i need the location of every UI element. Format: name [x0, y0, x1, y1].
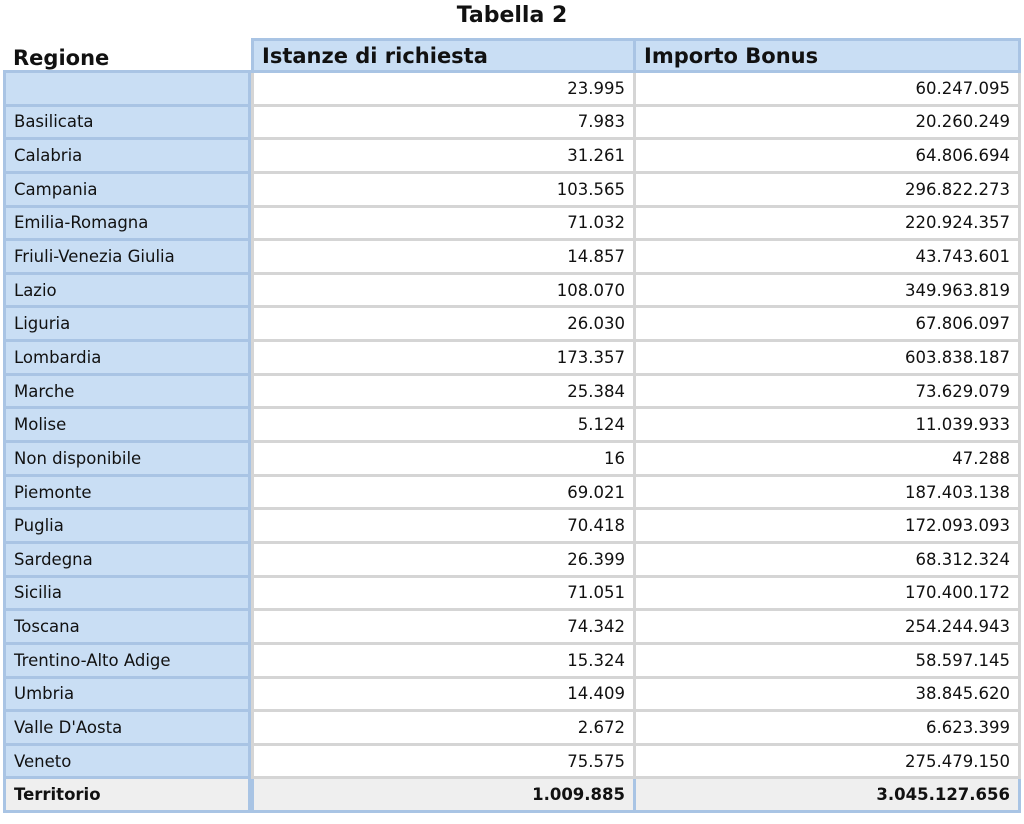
table-row	[3, 712, 1021, 746]
table-row	[3, 376, 1021, 410]
amount-cell: 20.260.249	[636, 107, 1021, 141]
table-row	[3, 477, 1021, 511]
requests-cell: 173.357	[251, 342, 636, 376]
requests-cell: 103.565	[251, 174, 636, 208]
requests-cell: 15.324	[251, 645, 636, 679]
amount-cell: 172.093.093	[636, 510, 1021, 544]
amount-cell: 275.479.150	[636, 746, 1021, 780]
data-table	[3, 38, 1021, 813]
table-row	[3, 73, 1021, 107]
region-cell: Lombardia	[3, 342, 251, 376]
region-cell: Campania	[3, 174, 251, 208]
amount-cell: 296.822.273	[636, 174, 1021, 208]
amount-cell: 349.963.819	[636, 275, 1021, 309]
table-row	[3, 611, 1021, 645]
table-row	[3, 679, 1021, 713]
requests-cell: 69.021	[251, 477, 636, 511]
region-cell: Emilia-Romagna	[3, 208, 251, 242]
requests-cell: 2.672	[251, 712, 636, 746]
total-label: Territorio	[3, 779, 251, 813]
region-cell: Liguria	[3, 308, 251, 342]
amount-cell: 254.244.943	[636, 611, 1021, 645]
region-cell	[3, 73, 251, 107]
header-amount: Importo Bonus	[636, 38, 1021, 73]
amount-cell: 220.924.357	[636, 208, 1021, 242]
amount-cell: 43.743.601	[636, 241, 1021, 275]
table-title: Tabella 2	[456, 3, 568, 28]
amount-cell: 11.039.933	[636, 409, 1021, 443]
requests-cell: 31.261	[251, 140, 636, 174]
amount-cell: 68.312.324	[636, 544, 1021, 578]
region-cell: Friuli-Venezia Giulia	[3, 241, 251, 275]
total-requests: 1.009.885	[251, 779, 636, 813]
table-row	[3, 174, 1021, 208]
header-requests: Istanze di richiesta	[251, 38, 636, 73]
table-row	[3, 275, 1021, 309]
requests-cell: 26.399	[251, 544, 636, 578]
requests-cell: 25.384	[251, 376, 636, 410]
table-row	[3, 107, 1021, 141]
requests-cell: 108.070	[251, 275, 636, 309]
region-cell: Calabria	[3, 140, 251, 174]
total-row	[3, 779, 1021, 813]
header-region: Regione	[3, 38, 251, 73]
requests-cell: 70.418	[251, 510, 636, 544]
amount-cell: 47.288	[636, 443, 1021, 477]
table-row	[3, 443, 1021, 477]
amount-cell: 603.838.187	[636, 342, 1021, 376]
table-row	[3, 510, 1021, 544]
amount-cell: 38.845.620	[636, 679, 1021, 713]
table-row	[3, 578, 1021, 612]
region-cell: Puglia	[3, 510, 251, 544]
table-row	[3, 241, 1021, 275]
table-row	[3, 140, 1021, 174]
amount-cell: 67.806.097	[636, 308, 1021, 342]
requests-cell: 23.995	[251, 73, 636, 107]
region-cell: Valle D'Aosta	[3, 712, 251, 746]
amount-cell: 73.629.079	[636, 376, 1021, 410]
requests-cell: 26.030	[251, 308, 636, 342]
amount-cell: 58.597.145	[636, 645, 1021, 679]
region-cell: Molise	[3, 409, 251, 443]
requests-cell: 7.983	[251, 107, 636, 141]
region-cell: Trentino-Alto Adige	[3, 645, 251, 679]
requests-cell: 14.857	[251, 241, 636, 275]
requests-cell: 5.124	[251, 409, 636, 443]
table-row	[3, 409, 1021, 443]
amount-cell: 187.403.138	[636, 477, 1021, 511]
requests-cell: 71.051	[251, 578, 636, 612]
table-body	[3, 73, 1021, 779]
amount-cell: 170.400.172	[636, 578, 1021, 612]
table-row	[3, 208, 1021, 242]
region-cell: Sicilia	[3, 578, 251, 612]
requests-cell: 75.575	[251, 746, 636, 780]
region-cell: Sardegna	[3, 544, 251, 578]
requests-cell: 14.409	[251, 679, 636, 713]
table-row	[3, 308, 1021, 342]
region-cell: Umbria	[3, 679, 251, 713]
amount-cell: 64.806.694	[636, 140, 1021, 174]
amount-cell: 60.247.095	[636, 73, 1021, 107]
region-cell: Piemonte	[3, 477, 251, 511]
table-row	[3, 645, 1021, 679]
region-cell: Marche	[3, 376, 251, 410]
total-amount: 3.045.127.656	[636, 779, 1021, 813]
amount-cell: 6.623.399	[636, 712, 1021, 746]
region-cell: Toscana	[3, 611, 251, 645]
table-header-row	[3, 38, 1021, 73]
region-cell: Veneto	[3, 746, 251, 780]
table-row	[3, 342, 1021, 376]
region-cell: Basilicata	[3, 107, 251, 141]
region-cell: Lazio	[3, 275, 251, 309]
requests-cell: 71.032	[251, 208, 636, 242]
requests-cell: 74.342	[251, 611, 636, 645]
table-row	[3, 746, 1021, 780]
requests-cell: 16	[251, 443, 636, 477]
region-cell: Non disponibile	[3, 443, 251, 477]
table-row	[3, 544, 1021, 578]
